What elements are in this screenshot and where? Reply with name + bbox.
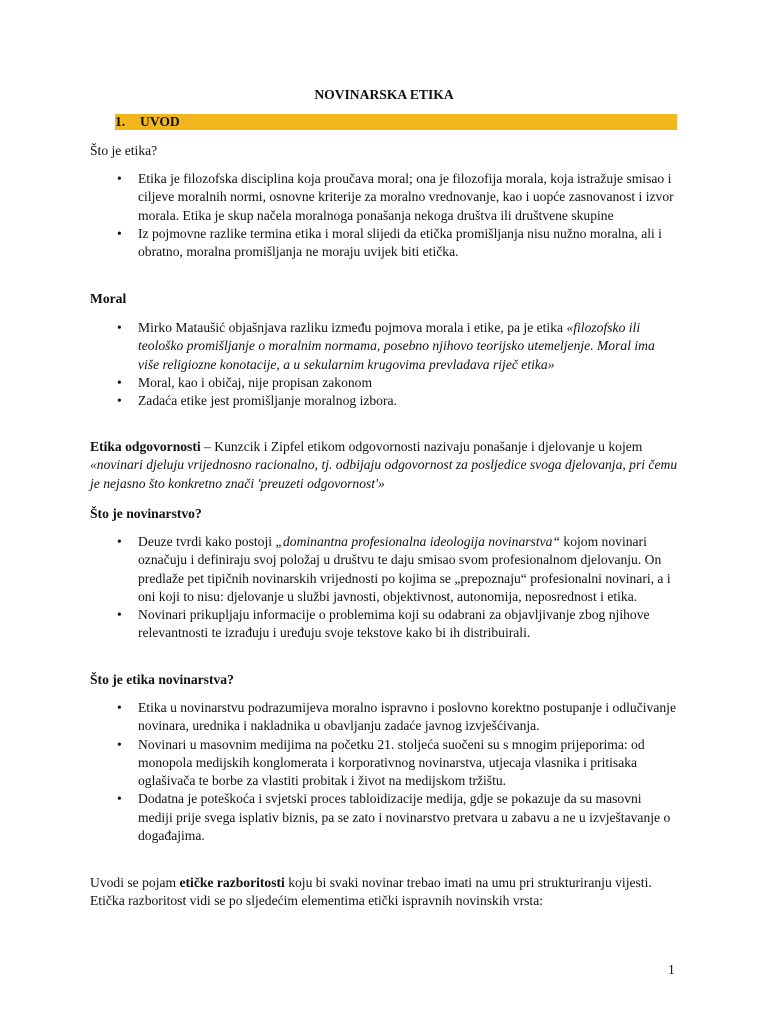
- list-item: • Dodatna je poteškoća i svjetski proces tabloidizacije medija, gdje se pokazuje da su masovni mediji prije svega isplativ biznis, pa se zato i novinarstvo pretvara u zabavu a ne u izvještavanje o događajima.: [90, 790, 678, 845]
- heading-moral: Moral: [90, 291, 127, 306]
- paragraph-responsibility-ethics: [90, 438, 678, 493]
- closing-paragraph: [90, 874, 678, 911]
- list-item: • Etika je filozofska disciplina koja proučava moral; ona je filozofija morala, koja istražuje smisao i ciljeve moralnih normi, osnovne kriterije za moralno vrednovanje, kao i uopće zasnovanost i izvor morala. Etika je skup načela moralnoga ponašanja nekoga društva ili društvene skupine: [90, 170, 678, 225]
- moral-list: [90, 319, 678, 410]
- item-text: Mirko Mataušić objašnjava razliku između pojmova morala i etike, pa je etika: [138, 320, 567, 335]
- paragraph-text: koju bi svaki novinar trebao imati na umu pri strukturiranju vijesti. Etička razboritost vidi se po sljedećim elementima etički ispravnih novinskih vrsta:: [90, 875, 652, 909]
- document-title: NOVINARSKA ETIKA: [314, 87, 454, 102]
- term-responsibility: Etika odgovornosti: [90, 439, 201, 454]
- list-item: • Moral, kao i običaj, nije propisan zakonom: [90, 374, 678, 392]
- heading-journalism-ethics: Što je etika novinarstva?: [90, 672, 234, 687]
- list-item: • Novinari prikupljaju informacije o problemima koji su odabrani za objavljivanje zbog njihove relevantnosti te izrađuju i uređuju svoje tekstove kako bi ih distribuirali.: [90, 606, 678, 643]
- list-item: • Zadaća etike jest promišljanje moralnog izbora.: [90, 392, 678, 410]
- journalism-ethics-list: [90, 699, 678, 845]
- list-item: [90, 319, 678, 374]
- list-item: • Etika u novinarstvu podrazumijeva moralno ispravno i poslovno korektno postupanje i odlučivanje novinara, urednika i nakladnika u obavljanju zadaće javnog izvješćivanja.: [90, 699, 678, 736]
- list-item: • Novinari u masovnim medijima na početku 21. stoljeća suočeni su s mnogim prijeporima: od monopola medijskih konglomerata i korporativnog novinarstva, utjecaja vlasnika i pritisaka oglašivača te borbe za vlastiti probitak i život na medijskom tržištu.: [90, 736, 678, 791]
- document-page: [90, 0, 678, 1024]
- list-item: • Iz pojmovne razlike termina etika i moral slijedi da etička promišljanja nisu nužno moralna, ali i obratno, moralna promišljanja ne moraju uvijek biti etička.: [90, 225, 678, 262]
- paragraph-text: – Kunzcik i Zipfel etikom odgovornosti nazivaju ponašanje i djelovanje u kojem: [200, 439, 643, 454]
- question-ethics: Što je etika?: [90, 143, 158, 158]
- section-heading-highlight: [115, 114, 677, 130]
- journalism-list: [90, 533, 678, 643]
- heading-journalism: Što je novinarstvo?: [90, 506, 202, 521]
- list-item: [90, 533, 678, 606]
- quote-text: «novinari djeluju vrijednosno racionalno, tj. odbijaju odgovornost za posljedice svoga djelovanja, pri čemu je nejasno što konkretno znači 'preuzeti odgovornost'»: [90, 457, 678, 491]
- ethics-list: [90, 170, 678, 261]
- page-number: 1: [668, 962, 675, 977]
- section-number: 1.: [115, 114, 126, 129]
- section-label: UVOD: [140, 114, 180, 129]
- item-text: kojom novinari označuju i definiraju svoj položaj u društvu te daju smisao svom profesionalnom djelovanju. On predlaže pet tipičnih novinarskih vrijednosti po kojima se „prepoznaju“ profesionalni novinari, a i oni koji to nisu: djelovanje u službi javnosti, objektivnost, autonomija, neposrednost i etika.: [138, 534, 671, 604]
- quote-text: «filozofsko ili teološko promišljanje o moralnim normama, posebno njihovo teorijsko utemeljenje. Moral ima više religiozne konotacije, a u sekularnim krugovima prevladava riječ etika»: [138, 320, 655, 372]
- item-text: Deuze tvrdi kako postoji: [138, 534, 276, 549]
- term-ethical-prudence: etičke razboritosti: [179, 875, 285, 890]
- quote-text: „dominantna profesionalna ideologija novinarstva“: [275, 534, 561, 549]
- paragraph-text: Uvodi se pojam: [90, 875, 180, 890]
